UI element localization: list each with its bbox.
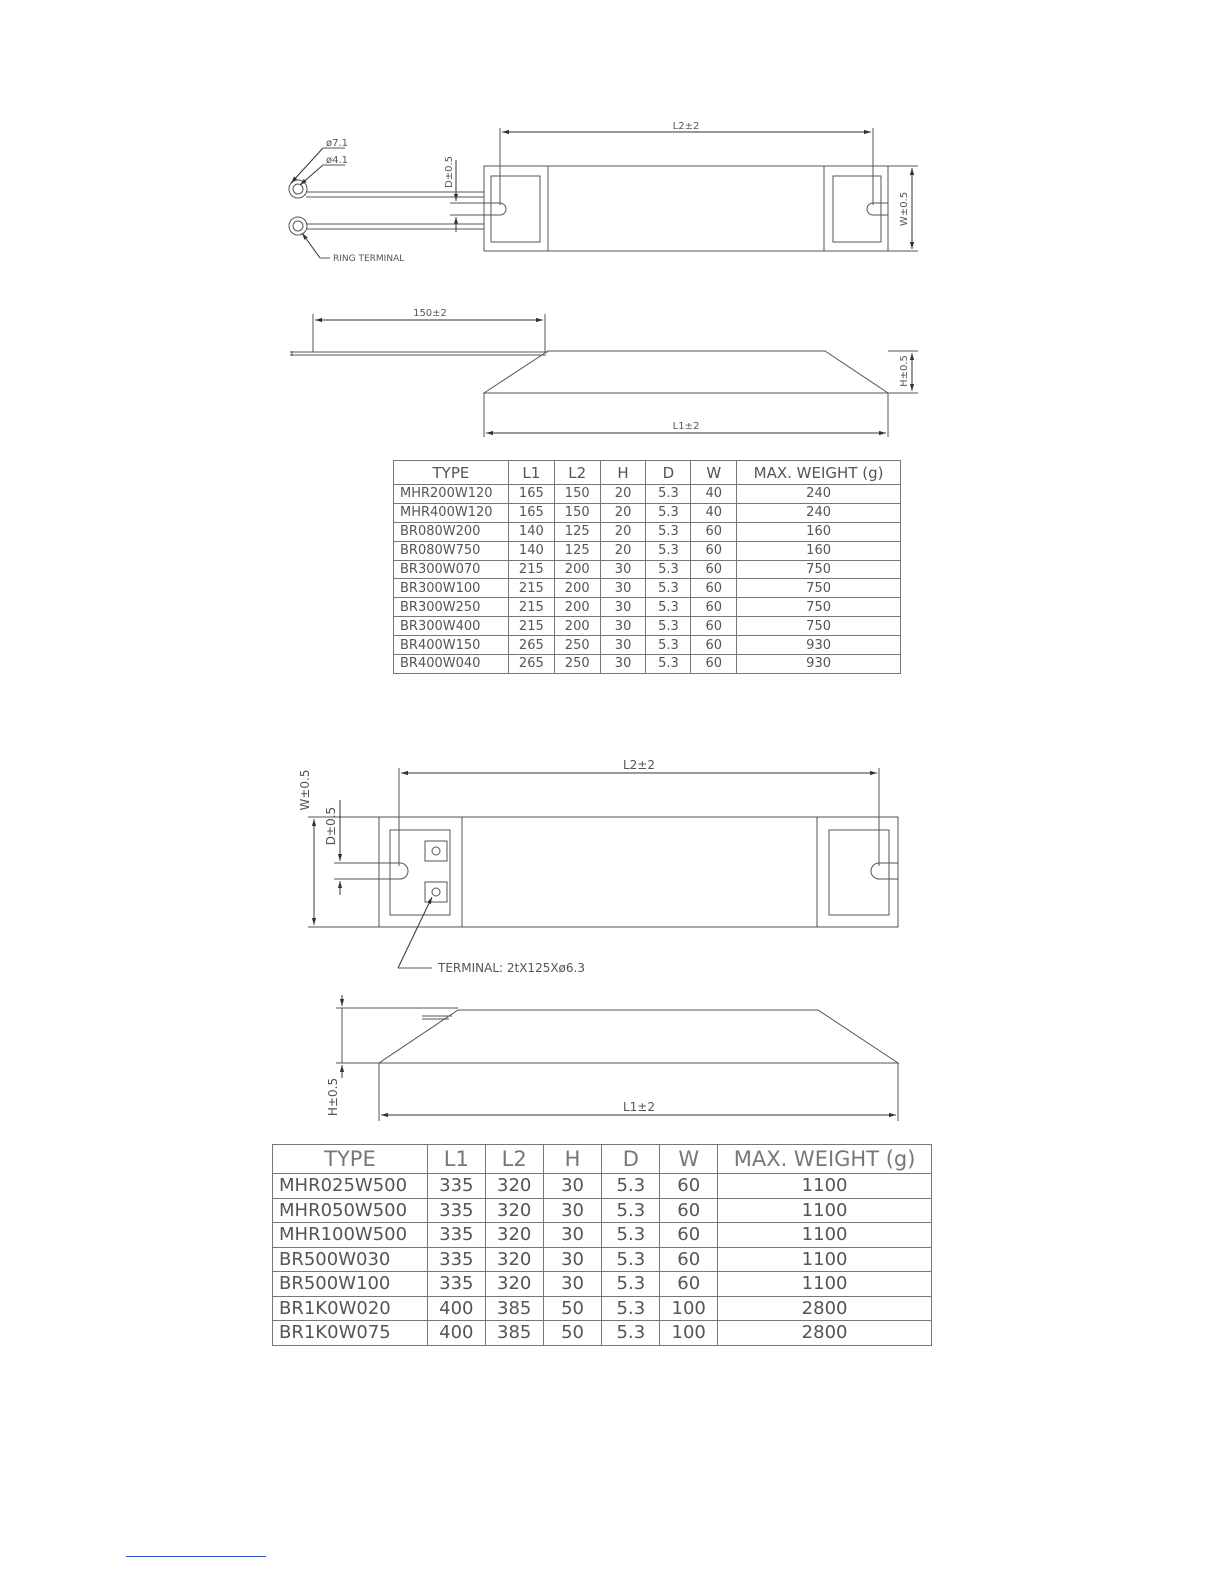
cell-w: 60 [691,655,737,674]
cell-h: 30 [543,1174,602,1199]
drawing1-dim-w: W±0.5 [899,191,910,227]
cell-l1: 165 [508,503,554,522]
cell-h: 20 [600,522,646,541]
cell-d: 5.3 [646,503,691,522]
table-header-row [394,461,901,485]
cell-l2: 320 [485,1223,543,1248]
cell-l2: 150 [554,485,600,504]
cell-weight: 1100 [718,1198,932,1223]
cell-l2: 250 [554,636,600,655]
cell-l2: 385 [485,1296,543,1321]
cell-l2: 125 [554,522,600,541]
cell-h: 30 [543,1223,602,1248]
cell-w: 60 [660,1174,718,1199]
drawing1-dim-h: H±0.5 [899,355,910,387]
cell-type: BR400W150 [394,636,509,655]
cell-l1: 140 [508,522,554,541]
cell-d: 5.3 [646,560,691,579]
cell-weight: 240 [737,503,901,522]
cell-l1: 335 [427,1247,485,1272]
resistor-body-outline [379,817,898,927]
table-row [394,485,901,504]
table-row [394,522,901,541]
cell-d: 5.3 [602,1321,660,1346]
cell-l2: 150 [554,503,600,522]
cell-d: 5.3 [602,1174,660,1199]
cell-d: 5.3 [602,1198,660,1223]
cell-l1: 215 [508,579,554,598]
cell-weight: 930 [737,636,901,655]
cell-l2: 125 [554,541,600,560]
cell-l2: 320 [485,1174,543,1199]
cell-w: 40 [691,503,737,522]
cell-h: 30 [600,636,646,655]
table-header-row [273,1145,932,1174]
drawing1-dia-inner: ø4.1 [326,155,349,166]
cell-l1: 400 [427,1321,485,1346]
cell-l1: 400 [427,1296,485,1321]
header-w: W [660,1145,718,1174]
drawing2-top-view [308,768,898,968]
cell-h: 50 [543,1296,602,1321]
cell-d: 5.3 [646,485,691,504]
drawing1-side-view [290,314,918,437]
cell-l2: 250 [554,655,600,674]
cell-w: 60 [691,617,737,636]
table-row [394,617,901,636]
cell-d: 5.3 [602,1247,660,1272]
cell-type: BR1K0W075 [273,1321,428,1346]
cell-w: 60 [691,541,737,560]
cell-l2: 320 [485,1247,543,1272]
drawing1-dim-l1: L1±2 [672,421,700,432]
cell-w: 60 [660,1198,718,1223]
cell-w: 60 [691,636,737,655]
table-row [273,1321,932,1346]
cell-l1: 335 [427,1174,485,1199]
cell-d: 5.3 [602,1272,660,1297]
cell-w: 60 [691,598,737,617]
table-row [273,1198,932,1223]
cell-l2: 200 [554,579,600,598]
cell-w: 100 [660,1296,718,1321]
cell-h: 30 [600,579,646,598]
header-w: W [691,461,737,485]
cell-type: BR400W040 [394,655,509,674]
cell-type: MHR100W500 [273,1223,428,1248]
cell-l1: 215 [508,598,554,617]
cell-type: BR300W400 [394,617,509,636]
cell-weight: 750 [737,560,901,579]
cell-h: 30 [600,655,646,674]
table-row [273,1174,932,1199]
cell-h: 30 [543,1247,602,1272]
drawing2-terminal: TERMINAL: 2tX125Xø6.3 [438,961,585,975]
cell-type: BR080W200 [394,522,509,541]
cell-l1: 140 [508,541,554,560]
cell-h: 30 [600,560,646,579]
drawing1-dim-d: D±0.5 [444,156,455,188]
cell-weight: 240 [737,485,901,504]
cell-l2: 200 [554,560,600,579]
cell-l1: 335 [427,1198,485,1223]
table-row [394,655,901,674]
cell-l2: 200 [554,598,600,617]
cell-h: 50 [543,1321,602,1346]
cell-l2: 320 [485,1272,543,1297]
cell-h: 30 [600,598,646,617]
cell-l1: 335 [427,1272,485,1297]
drawing2-dim-d: D±0.5 [324,806,338,846]
table-row [394,541,901,560]
cell-d: 5.3 [646,617,691,636]
table-row [394,598,901,617]
cell-h: 20 [600,541,646,560]
drawing1-dim-lead: 150±2 [413,308,447,319]
cell-l1: 215 [508,617,554,636]
cell-l1: 265 [508,655,554,674]
drawing2-dim-l1: L1±2 [622,1100,656,1114]
drawing1-ring-terminal: RING TERMINAL [333,254,405,264]
cell-weight: 2800 [718,1321,932,1346]
drawing1-dim-l2: L2±2 [672,121,700,132]
table-row [273,1223,932,1248]
resistor-side-profile [379,1010,898,1063]
cell-type: MHR025W500 [273,1174,428,1199]
table-row [394,579,901,598]
header-l1: L1 [427,1145,485,1174]
table-row [394,636,901,655]
spec-table-small [393,460,901,674]
cell-w: 40 [691,485,737,504]
cell-d: 5.3 [646,522,691,541]
resistor-body-outline [484,166,888,251]
cell-l2: 200 [554,617,600,636]
header-max-weight: MAX. WEIGHT (g) [737,461,901,485]
cell-d: 5.3 [646,636,691,655]
cell-weight: 160 [737,541,901,560]
cell-w: 60 [660,1247,718,1272]
cell-type: MHR200W120 [394,485,509,504]
header-l2: L2 [554,461,600,485]
cell-weight: 930 [737,655,901,674]
cell-h: 20 [600,485,646,504]
cell-h: 30 [600,617,646,636]
cell-l2: 320 [485,1198,543,1223]
cell-d: 5.3 [646,579,691,598]
cell-type: BR1K0W020 [273,1296,428,1321]
drawing1-top-view [289,128,918,258]
drawing2-dim-l2: L2±2 [622,758,656,772]
cell-weight: 1100 [718,1247,932,1272]
cell-d: 5.3 [646,541,691,560]
table-row [273,1296,932,1321]
drawing2-side-view [336,995,898,1121]
cell-w: 60 [660,1223,718,1248]
cell-type: BR500W030 [273,1247,428,1272]
table-row [394,560,901,579]
drawing1-dia-outer: ø7.1 [326,138,349,149]
cell-weight: 160 [737,522,901,541]
header-max-weight: MAX. WEIGHT (g) [718,1145,932,1174]
terminal-tab [425,841,447,861]
cell-type: BR300W250 [394,598,509,617]
cell-type: MHR050W500 [273,1198,428,1223]
cell-l1: 335 [427,1223,485,1248]
cell-w: 60 [660,1272,718,1297]
cell-weight: 1100 [718,1223,932,1248]
cell-type: MHR400W120 [394,503,509,522]
cell-w: 60 [691,522,737,541]
cell-weight: 2800 [718,1296,932,1321]
header-h: H [600,461,646,485]
cell-w: 60 [691,560,737,579]
spec-table-large [272,1144,932,1346]
table-row [273,1247,932,1272]
terminal-tab [425,882,447,902]
cell-weight: 750 [737,617,901,636]
cell-type: BR080W750 [394,541,509,560]
table-row [273,1272,932,1297]
cell-type: BR300W100 [394,579,509,598]
cell-type: BR300W070 [394,560,509,579]
cell-l1: 215 [508,560,554,579]
cell-d: 5.3 [602,1296,660,1321]
cell-h: 30 [543,1198,602,1223]
cell-weight: 1100 [718,1174,932,1199]
header-d: D [602,1145,660,1174]
footer-rule [126,1556,266,1557]
cell-l1: 265 [508,636,554,655]
cell-d: 5.3 [646,598,691,617]
header-l1: L1 [508,461,554,485]
cell-weight: 1100 [718,1272,932,1297]
cell-l1: 165 [508,485,554,504]
header-h: H [543,1145,602,1174]
cell-l2: 385 [485,1321,543,1346]
drawing2-dim-w: W±0.5 [298,769,312,811]
resistor-side-profile [484,351,888,393]
cell-h: 20 [600,503,646,522]
cell-weight: 750 [737,579,901,598]
header-d: D [646,461,691,485]
header-type: TYPE [273,1145,428,1174]
cell-d: 5.3 [602,1223,660,1248]
cell-h: 30 [543,1272,602,1297]
header-l2: L2 [485,1145,543,1174]
cell-d: 5.3 [646,655,691,674]
cell-w: 60 [691,579,737,598]
drawing2-dim-h: H±0.5 [326,1077,340,1117]
cell-weight: 750 [737,598,901,617]
table-row [394,503,901,522]
cell-w: 100 [660,1321,718,1346]
cell-type: BR500W100 [273,1272,428,1297]
header-type: TYPE [394,461,509,485]
